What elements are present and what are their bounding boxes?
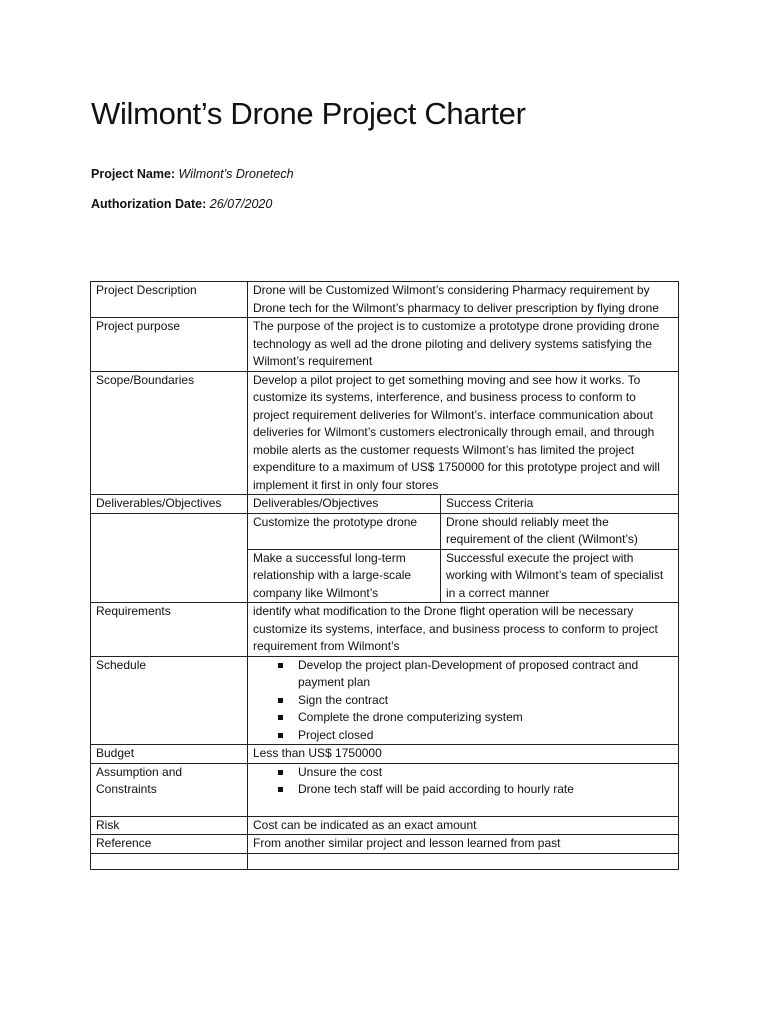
row-label-requirements: Requirements [91,603,248,657]
list-item: Sign the contract [298,692,673,710]
list-item: Drone tech staff will be paid according to hourly rate [298,781,673,799]
list-item: Develop the project plan-Development of proposed contract and payment plan [298,657,673,692]
row-value-schedule [248,656,679,745]
table-row [91,656,679,745]
table-row [91,603,679,657]
authorization-date-value: 26/07/2020 [209,197,273,211]
project-name-line [91,167,294,181]
table-row [91,282,679,318]
row-value-scope: Develop a pilot project to get something moving and see how it works. To customize its systems, interference, and business process to conform to project requirement deliveries for Wilmont’s. interface communication about deliveries for Wilmont’s customers electronically through email, and through mobile alerts as the customer requests Wilmont’s has limited the project expenditure to a maximum of US$ 1750000 for this prototype project and will implement it first in only four stores [248,371,679,495]
table-row [91,371,679,495]
row-value-assumptions [248,763,679,816]
row-value-requirements: identify what modification to the Drone flight operation will be necessary customize its systems, interface, and business process to conform to project requirement from Wilmont’s [248,603,679,657]
row-value-description: Drone will be Customized Wilmont’s considering Pharmacy requirement by Drone tech for the Wilmont’s pharmacy to deliver prescription by flying drone [248,282,679,318]
table-row [91,835,679,854]
row-label-assumptions: Assumption and Constraints [91,763,248,816]
deliverable-cell: Make a successful long-term relationship with a large-scale company like Wilmont’s [248,549,441,603]
deliverables-empty-label [91,513,248,603]
empty-cell [248,853,679,869]
table-row [91,853,679,869]
document-title: Wilmont’s Drone Project Charter [91,96,526,131]
row-label-risk: Risk [91,816,248,835]
table-row [91,745,679,764]
list-item: Unsure the cost [298,764,673,782]
row-label-deliverables: Deliverables/Objectives [91,495,248,514]
deliverables-col-header: Deliverables/Objectives [248,495,441,514]
authorization-date-line [91,197,272,211]
row-label-purpose: Project purpose [91,318,248,372]
row-label-scope: Scope/Boundaries [91,371,248,495]
criteria-cell: Drone should reliably meet the requirement of the client (Wilmont’s) [441,513,679,549]
authorization-date-label: Authorization Date: [91,197,207,211]
table-row [91,816,679,835]
row-value-risk: Cost can be indicated as an exact amount [248,816,679,835]
row-label-budget: Budget [91,745,248,764]
list-item: Complete the drone computerizing system [298,709,673,727]
charter-table [90,281,679,870]
row-label-reference: Reference [91,835,248,854]
deliverable-cell: Customize the prototype drone [248,513,441,549]
criteria-cell: Successful execute the project with working with Wilmont’s team of specialist in a correct manner [441,549,679,603]
empty-cell [91,853,248,869]
row-value-budget: Less than US$ 1750000 [248,745,679,764]
row-label-description: Project Description [91,282,248,318]
project-name-label: Project Name: [91,167,176,181]
row-label-schedule: Schedule [91,656,248,745]
schedule-list [253,657,673,745]
list-item: Project closed [298,727,673,745]
project-name-value: Wilmont’s Dronetech [178,167,294,181]
row-value-reference: From another similar project and lesson learned from past [248,835,679,854]
table-row [91,763,679,816]
table-row [91,495,679,514]
table-row [91,318,679,372]
row-value-purpose: The purpose of the project is to customize a prototype drone providing drone technology as well ad the drone piloting and delivery systems satisfying the Wilmont’s requirement [248,318,679,372]
success-criteria-col-header: Success Criteria [441,495,679,514]
table-row [91,513,679,549]
assumptions-list [253,764,673,799]
